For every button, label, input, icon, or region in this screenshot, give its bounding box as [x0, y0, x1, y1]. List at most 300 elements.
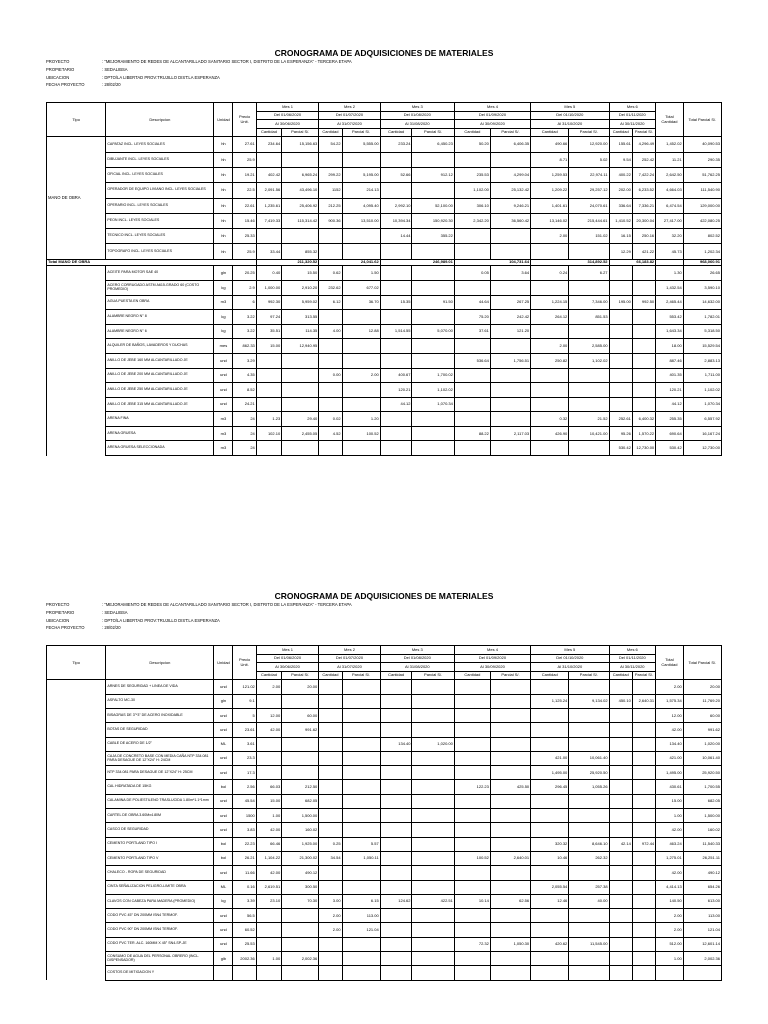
month-cantidad: 1.23 — [256, 412, 281, 427]
item-unit-price — [233, 966, 256, 980]
item-unit: hh — [214, 244, 233, 259]
row-total-parcial: 613.00 — [683, 894, 721, 908]
row-total-cantidad: 6,474.54 — [656, 198, 684, 213]
month-cantidad: 42.00 — [256, 823, 281, 837]
month-parcial: 972.44 — [632, 837, 655, 851]
header-month-to: Al 30/06/2020 — [256, 120, 319, 129]
row-total-cantidad: 530.42 — [656, 441, 684, 456]
month-cantidad: 124.62 — [380, 894, 412, 908]
month-parcial: 12,730.00 — [632, 441, 655, 456]
month-parcial: 851.53 — [569, 310, 609, 325]
month-cantidad: 10.46 — [531, 851, 569, 865]
month-cantidad — [454, 823, 490, 837]
month-parcial — [632, 937, 655, 951]
header-month-name: Mes 6 — [609, 646, 656, 655]
month-cantidad: 0.40 — [256, 266, 281, 281]
month-parcial — [632, 766, 655, 780]
month-cantidad — [319, 966, 342, 980]
row-total-cantidad: 2,465.44 — [656, 295, 684, 310]
row-total-parcial: 11,540.33 — [683, 837, 721, 851]
month-cantidad — [380, 937, 412, 951]
month-parcial — [632, 794, 655, 808]
month-parcial — [632, 894, 655, 908]
month-parcial: 160.02 — [282, 823, 319, 837]
month-cantidad — [609, 966, 632, 980]
month-cantidad: 306.10 — [454, 198, 490, 213]
month-parcial — [412, 937, 454, 951]
month-parcial: 4,095.40 — [342, 198, 380, 213]
header-month-to: Al 31/08/2020 — [380, 663, 454, 672]
item-description: ALAMBRE NEGRO N° 8 — [106, 310, 214, 325]
item-description: CHALECO - ROPA DE SEGURIDAD — [106, 866, 214, 880]
month-parcial: 6,406.35 — [490, 137, 530, 152]
month-cantidad: 8.71 — [531, 152, 569, 167]
month-parcial: 912.12 — [412, 167, 454, 182]
month-cantidad — [380, 794, 412, 808]
month-cantidad — [319, 880, 342, 894]
month-cantidad: 2,342.20 — [454, 213, 490, 228]
month-cantidad — [380, 851, 412, 865]
month-cantidad — [256, 937, 281, 951]
month-cantidad — [380, 909, 412, 923]
month-parcial: 15,156.63 — [282, 137, 319, 152]
month-cantidad — [454, 737, 490, 751]
header-cantidad: Cantidad — [380, 128, 412, 137]
month-parcial — [342, 809, 380, 823]
month-parcial: 6,233.52 — [632, 183, 655, 198]
month-parcial — [569, 866, 609, 880]
month-cantidad: 402.42 — [256, 167, 281, 182]
item-unit: mes — [214, 339, 233, 354]
month-cantidad: 2.00 — [319, 923, 342, 937]
item-description: CEMENTO PORTLAND TIPO V — [106, 851, 214, 865]
row-total-cantidad: 12.00 — [656, 708, 684, 722]
row-total-cantidad: 1.00 — [656, 809, 684, 823]
row-total-parcial: 490.12 — [683, 866, 721, 880]
month-parcial: 1.20 — [342, 412, 380, 427]
row-total-cantidad: 45.73 — [656, 244, 684, 259]
month-parcial — [632, 952, 655, 966]
row-total-cantidad: 1,452.02 — [656, 137, 684, 152]
header-parcial: Parcial S/. — [632, 671, 655, 680]
item-unit-price: 23.3 — [233, 751, 256, 765]
meta-row: FECHA PROYECTO : 28/02/20 — [46, 625, 121, 631]
month-parcial — [632, 723, 655, 737]
meta-row: PROPIETARIO : SEDALIBSA — [46, 66, 128, 72]
month-parcial — [490, 866, 530, 880]
month-parcial: 113.00 — [342, 909, 380, 923]
month-cantidad: 6.12 — [319, 295, 342, 310]
month-cantidad: 1,514.55 — [380, 324, 412, 339]
month-parcial: 25,132.42 — [490, 183, 530, 198]
month-cantidad: 0.25 — [319, 837, 342, 851]
month-cantidad — [531, 952, 569, 966]
month-cantidad — [454, 952, 490, 966]
row-total-parcial: 3,590.10 — [683, 280, 721, 295]
month-parcial: 15.50 — [282, 266, 319, 281]
month-parcial: 12,940.95 — [282, 339, 319, 354]
month-parcial — [342, 723, 380, 737]
month-cantidad — [256, 766, 281, 780]
item-unit: und — [214, 923, 233, 937]
month-parcial — [412, 809, 454, 823]
item-unit-price: 3.29 — [233, 353, 256, 368]
item-unit: und — [214, 766, 233, 780]
month-cantidad — [380, 680, 412, 694]
row-total-cantidad: 887.46 — [656, 353, 684, 368]
item-description: ARNES DE SEGURIDAD + LINEA DE VIDA — [106, 680, 214, 694]
item-description: ALQUILER DE BAÑOS, LAVADEROS Y DUCHAS — [106, 339, 214, 354]
month-cantidad — [380, 809, 412, 823]
header-month-from: Del 01/10/2020 — [531, 654, 609, 663]
month-parcial — [342, 937, 380, 951]
month-cantidad: 122.23 — [454, 780, 490, 794]
item-unit-price: 4.35 — [233, 368, 256, 383]
tipo-group-label: MANO DE OBRA — [47, 137, 106, 259]
month-cantidad — [380, 694, 412, 708]
month-cantidad: 42.14 — [609, 837, 632, 851]
item-unit: kg — [214, 280, 233, 295]
header-precio: Precio Unit. — [233, 646, 256, 680]
month-parcial — [632, 780, 655, 794]
item-unit-price: 27.61 — [233, 137, 256, 152]
month-parcial: 2.00 — [342, 368, 380, 383]
table-row — [47, 937, 722, 951]
month-cantidad — [609, 794, 632, 808]
month-cantidad: 212.25 — [319, 198, 342, 213]
row-total-parcial: 129,000.00 — [683, 198, 721, 213]
month-cantidad: 15.00 — [256, 339, 281, 354]
month-cantidad — [609, 680, 632, 694]
row-total-cantidad: 1,495.00 — [656, 766, 684, 780]
row-total-cantidad: 421.00 — [656, 751, 684, 765]
item-description: NTP 334.081 PARA DESAGUE DE 12"X24" H: 25CM — [106, 766, 214, 780]
item-description: CEMENTO PORTLAND TIPO I — [106, 837, 214, 851]
month-parcial — [569, 723, 609, 737]
table-row — [47, 894, 722, 908]
month-parcial — [412, 823, 454, 837]
header-month-to: Al 31/07/2020 — [319, 663, 380, 672]
item-unit: bol — [214, 780, 233, 794]
month-cantidad: 23.10 — [256, 894, 281, 908]
month-parcial: 1,050.11 — [342, 851, 380, 865]
month-parcial: 1,050.30 — [490, 937, 530, 951]
month-cantidad: 16.15 — [609, 229, 632, 244]
month-cantidad — [380, 766, 412, 780]
header-parcial: Parcial S/. — [282, 128, 319, 137]
item-unit: ML — [214, 880, 233, 894]
month-cantidad: 2,992.10 — [380, 198, 412, 213]
item-unit-price: 26.21 — [233, 851, 256, 865]
month-cantidad: 0.05 — [454, 266, 490, 281]
item-unit: und — [214, 751, 233, 765]
item-unit: und — [214, 708, 233, 722]
item-unit: gln — [214, 694, 233, 708]
month-cantidad: 400.67 — [380, 368, 412, 383]
month-cantidad — [380, 952, 412, 966]
month-total: 104,731.64 — [454, 259, 530, 266]
item-unit-price: 20.25 — [233, 266, 256, 281]
header-parcial: Parcial S/. — [490, 671, 530, 680]
month-cantidad: 1,102.00 — [454, 183, 490, 198]
header-month-name: Mes 3 — [380, 646, 454, 655]
month-parcial: 151.02 — [569, 229, 609, 244]
meta-row: UBICACION : DPTO/LA LIBERTAD PROV:TRUJILLO DIST:LA ESPERANZA — [46, 617, 220, 623]
month-parcial — [632, 809, 655, 823]
month-parcial: 40.00 — [569, 894, 609, 908]
header-cantidad: Cantidad — [319, 128, 342, 137]
month-cantidad — [531, 737, 569, 751]
header-month-from: Del 01/09/2020 — [454, 111, 530, 120]
month-cantidad: 0.00 — [319, 368, 342, 383]
item-description: TOPOGRAFO INCL. LEYES SOCIALES — [106, 244, 214, 259]
item-unit-price: 0.16 — [233, 880, 256, 894]
item-unit: hh — [214, 213, 233, 228]
header-month-to: Al 30/09/2020 — [454, 120, 530, 129]
month-cantidad: 52.66 — [380, 167, 412, 182]
month-cantidad: 195.00 — [609, 295, 632, 310]
item-unit: m3 — [214, 412, 233, 427]
month-parcial: 992.50 — [632, 295, 655, 310]
row-total-cantidad: 4,664.03 — [656, 183, 684, 198]
month-parcial: 6.27 — [569, 266, 609, 281]
row-total-cantidad: 4,414.13 — [656, 880, 684, 894]
row-total-parcial: 20.00 — [683, 680, 721, 694]
month-parcial: 9,246.21 — [490, 198, 530, 213]
month-cantidad — [454, 723, 490, 737]
month-cantidad: 252.61 — [609, 412, 632, 427]
month-cantidad: 2,619.51 — [256, 880, 281, 894]
item-description: OFICIAL INCL. LEYES SOCIALES — [106, 167, 214, 182]
month-cantidad: 420.62 — [531, 937, 569, 951]
month-cantidad: 10,394.34 — [380, 213, 412, 228]
row-total-parcial: 5,318.50 — [683, 324, 721, 339]
item-description: ARENA GRUESA — [106, 426, 214, 441]
item-description: PEON INCL. LEYES SOCIALES — [106, 213, 214, 228]
month-parcial: 11,545.00 — [569, 937, 609, 951]
month-parcial — [490, 680, 530, 694]
month-parcial: 1,700.02 — [412, 368, 454, 383]
header-parcial: Parcial S/. — [412, 128, 454, 137]
row-total-cantidad: 44.12 — [656, 397, 684, 412]
month-parcial: 4,299.04 — [490, 167, 530, 182]
month-cantidad: 1,224.15 — [531, 295, 569, 310]
item-description: DIBUJANTE INCL. LEYES SOCIALES — [106, 152, 214, 167]
month-parcial — [490, 966, 530, 980]
month-parcial: 5,070.00 — [412, 324, 454, 339]
month-parcial — [412, 851, 454, 865]
row-total-parcial: 26,251.11 — [683, 851, 721, 865]
month-parcial: 1.50 — [342, 266, 380, 281]
month-cantidad: 7,419.33 — [256, 213, 281, 228]
row-total-cantidad: 1.00 — [656, 952, 684, 966]
table-row — [47, 923, 722, 937]
month-total: 24,041.62 — [319, 259, 380, 266]
month-cantidad: 1.00 — [256, 809, 281, 823]
header-month-from: Del 01/06/2020 — [256, 111, 319, 120]
month-cantidad — [454, 708, 490, 722]
row-total-parcial: 1,020.00 — [683, 737, 721, 751]
month-cantidad: 1,104.22 — [256, 851, 281, 865]
month-parcial: 2,910.20 — [282, 280, 319, 295]
month-parcial — [632, 708, 655, 722]
month-parcial — [490, 952, 530, 966]
item-unit: bol — [214, 851, 233, 865]
month-parcial: 6.15 — [342, 894, 380, 908]
row-total-parcial: 6,557.92 — [683, 412, 721, 427]
row-total-cantidad: 255.35 — [656, 412, 684, 427]
month-parcial — [412, 866, 454, 880]
month-parcial: 6,965.24 — [282, 167, 319, 182]
month-parcial — [569, 923, 609, 937]
month-cantidad: 232.62 — [319, 280, 342, 295]
month-cantidad: 0.24 — [531, 266, 569, 281]
month-cantidad: 1,401.61 — [531, 198, 569, 213]
month-cantidad — [454, 680, 490, 694]
row-total-parcial: 1,711.00 — [683, 368, 721, 383]
month-cantidad: 1,259.53 — [531, 167, 569, 182]
item-unit-price: 25.9 — [233, 152, 256, 167]
month-parcial: 22,974.11 — [569, 167, 609, 182]
item-unit-price: 3.61 — [233, 737, 256, 751]
month-parcial — [569, 966, 609, 980]
month-parcial: 8,646.10 — [569, 837, 609, 851]
month-parcial: 1,102.02 — [569, 353, 609, 368]
month-cantidad: 3.00 — [319, 894, 342, 908]
item-unit-price: 1500 — [233, 809, 256, 823]
document-title: CRONOGRAMA DE ADQUISICIONES DE MATERIALES — [274, 591, 494, 601]
month-parcial: 2,640.31 — [632, 694, 655, 708]
month-parcial — [342, 880, 380, 894]
month-cantidad — [380, 751, 412, 765]
header-month-to: Al 31/10/2020 — [531, 120, 609, 129]
month-cantidad: 2.00 — [256, 680, 281, 694]
month-cantidad: 10.14 — [454, 894, 490, 908]
month-parcial — [490, 909, 530, 923]
month-cantidad: 264.12 — [531, 310, 569, 325]
header-cantidad: Cantidad — [319, 671, 342, 680]
month-cantidad — [319, 823, 342, 837]
item-unit-price: 3.39 — [233, 894, 256, 908]
month-parcial — [632, 823, 655, 837]
month-cantidad: 44.12 — [380, 397, 412, 412]
month-parcial: 3.64 — [490, 266, 530, 281]
row-total-cantidad: 42.00 — [656, 723, 684, 737]
header-total-cantidad: Total Cantidad — [656, 646, 684, 680]
month-parcial — [282, 923, 319, 937]
month-cantidad: 4.52 — [319, 426, 342, 441]
month-parcial: 1,570.22 — [632, 426, 655, 441]
month-parcial: 215,444.61 — [569, 213, 609, 228]
row-total-cantidad: 18.00 — [656, 339, 684, 354]
month-cantidad — [609, 708, 632, 722]
item-description: CASCO DE SEGURIDAD — [106, 823, 214, 837]
month-parcial: 300.50 — [282, 880, 319, 894]
month-cantidad: 233.24 — [380, 137, 412, 152]
header-month-from: Del 01/08/2020 — [380, 111, 454, 120]
item-unit-price: 3.22 — [233, 310, 256, 325]
item-description: BISAGRAS DE 3"*3" DE ACERO INOXIDABLE — [106, 708, 214, 722]
month-parcial: 25,406.92 — [282, 198, 319, 213]
month-parcial — [412, 966, 454, 980]
item-unit-price: 2.56 — [233, 780, 256, 794]
item-unit-price: 23.61 — [233, 723, 256, 737]
month-parcial — [282, 751, 319, 765]
month-cantidad: 75.20 — [454, 310, 490, 325]
table-row — [47, 866, 722, 880]
row-total-parcial: 991.62 — [683, 723, 721, 737]
month-cantidad: 536.64 — [454, 353, 490, 368]
month-cantidad: 1.00 — [256, 952, 281, 966]
month-cantidad: 900.36 — [319, 213, 342, 228]
month-parcial — [490, 794, 530, 808]
header-descripcion: Descripcion — [106, 103, 214, 137]
month-parcial — [569, 737, 609, 751]
month-parcial: 1,102.02 — [412, 383, 454, 398]
item-unit: ML — [214, 737, 233, 751]
item-description: CAPATAZ INCL. LEYES SOCIALES — [106, 137, 214, 152]
month-parcial: 1,070.34 — [412, 397, 454, 412]
month-cantidad — [380, 923, 412, 937]
month-parcial — [632, 680, 655, 694]
item-unit-price: 24 — [233, 412, 256, 427]
month-cantidad: 15.00 — [256, 794, 281, 808]
header-month-name: Mes 2 — [319, 646, 380, 655]
table-body — [47, 680, 722, 980]
month-parcial — [342, 866, 380, 880]
month-cantidad — [380, 780, 412, 794]
table-row — [47, 680, 722, 694]
row-total-cantidad: 2.00 — [656, 680, 684, 694]
meta-row: FECHA PROYECTO : 28/02/20 — [46, 82, 121, 88]
item-description: CABLE DE ACERO DE 1/2" — [106, 737, 214, 751]
month-cantidad — [454, 751, 490, 765]
month-cantidad: 88.22 — [454, 426, 490, 441]
month-parcial — [412, 680, 454, 694]
month-cantidad: 234.64 — [256, 137, 281, 152]
document-title: CRONOGRAMA DE ADQUISICIONES DE MATERIALES — [274, 48, 494, 58]
row-total-cantidad: 1,643.34 — [656, 324, 684, 339]
header-month-name: Mes 4 — [454, 103, 530, 112]
month-parcial: 4,296.49 — [632, 137, 655, 152]
item-description: CINTA SEÑALIZACION PELIGRO-LIMITE OBRA — [106, 880, 214, 894]
month-cantidad — [531, 909, 569, 923]
month-cantidad: 9.54 — [609, 152, 632, 167]
month-parcial — [490, 766, 530, 780]
item-description: ALAMBRE NEGRO N° 6 — [106, 324, 214, 339]
month-parcial — [342, 708, 380, 722]
month-cantidad — [319, 680, 342, 694]
month-parcial: 6,450.23 — [412, 137, 454, 152]
month-parcial: 2,117.03 — [490, 426, 530, 441]
month-parcial — [569, 809, 609, 823]
month-cantidad: 400.22 — [609, 167, 632, 182]
row-total-cantidad: 553.42 — [656, 310, 684, 325]
month-cantidad — [319, 866, 342, 880]
header-month-to: Al 31/10/2020 — [531, 663, 609, 672]
month-parcial: 262.32 — [569, 851, 609, 865]
item-unit: hh — [214, 152, 233, 167]
month-parcial — [632, 737, 655, 751]
month-cantidad — [380, 723, 412, 737]
month-parcial: 121.20 — [490, 324, 530, 339]
month-cantidad: 2,091.56 — [256, 183, 281, 198]
header-total-cantidad: Total Cantidad — [656, 103, 684, 137]
item-unit: und — [214, 397, 233, 412]
month-parcial: 250.16 — [632, 229, 655, 244]
row-total-parcial: 802.52 — [683, 229, 721, 244]
month-cantidad: 95.26 — [609, 426, 632, 441]
